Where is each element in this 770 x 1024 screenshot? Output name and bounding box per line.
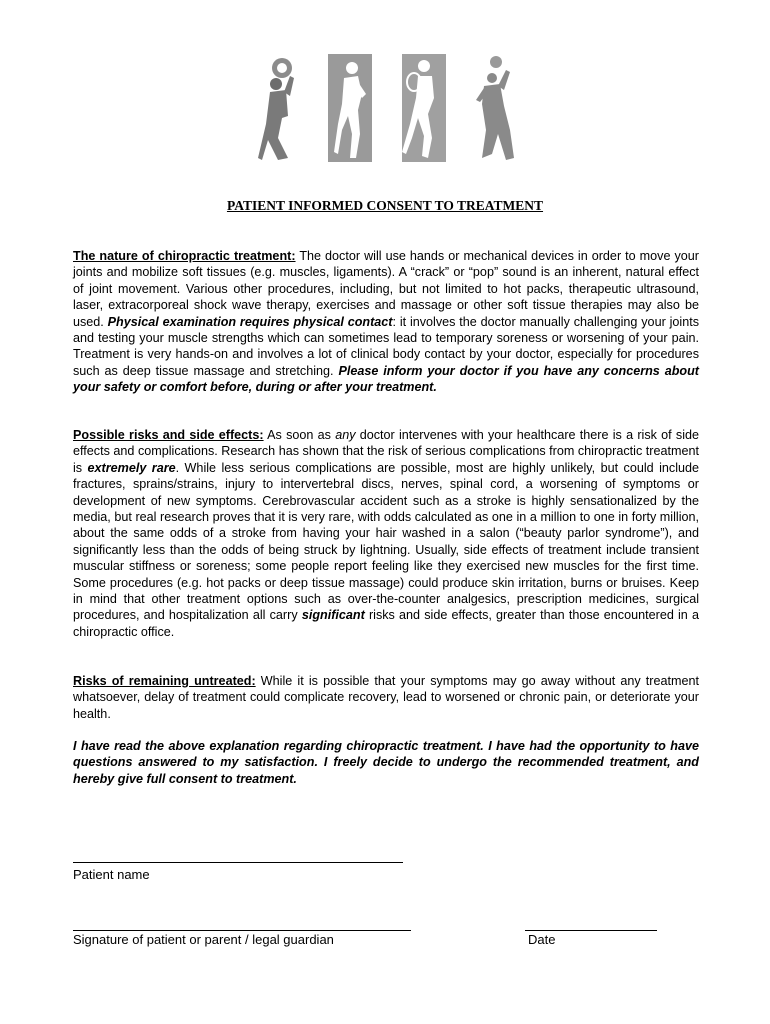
volleyball-player-icon [476, 54, 520, 162]
risks-italic-any: any [335, 428, 356, 442]
page-title: PATIENT INFORMED CONSENT TO TREATMENT [226, 198, 544, 213]
risks-text-3: . While less serious complications are possible, most are highly unlikely, but could include fractures, sprains/strains, injury to intervertebral discs, nerves, spinal cord, a worsening of symptoms or development of new symptoms. Cerebrovascular accident such as a stroke is highly sensationalized by the media, but real research proves that it is very rare, with odds calculated as one in a million to one in forty million, about the same odds of a stroke from having your hair washed in a salon (“beauty parlor syndrome”), and significantly less than the odds of being struck by lightning. Usually, side effects of treatment include transient muscular stiffness or soreness; some people report feeling like they exercised new muscles for the first time. Some procedures (e.g. hot packs or deep tissue massage) could produce skin irritation, burns or bruises. Keep in mind that other treatment options such as over-the-counter analgesics, prescription medicines, surgical procedures, and hospitalization all carry [73, 460, 700, 623]
date-label: Date [528, 932, 556, 947]
weightlifter-icon [258, 54, 302, 162]
signature-line[interactable] [73, 930, 411, 931]
risks-text-2: doctor intervenes with your healthcare there is a risk of side effects and complications. Research has shown that the risk of serious complications from chiropractic treatment is [73, 428, 700, 475]
nature-emphasis-1: Physical examination requires physical contact [107, 314, 393, 329]
nature-emphasis-2: Please inform your doctor if you have any concerns about your safety or comfort before, during or after your treatment. [73, 363, 699, 395]
consent-statement: I have read the above explanation regarding chiropractic treatment. I have had the opportunity to have questions answered to my satisfaction. I freely decide to undergo the recommended treatment, and hereby give full consent to treatment. [73, 739, 699, 786]
patient-name-label: Patient name [73, 867, 150, 882]
nature-text-1: The doctor will use hands or mechanical devices in order to move your joints and mobilize soft tissues (e.g. muscles, ligaments). A “crack” or “pop” sound is an inherent, natural effect of joint movement. Various other procedures, including, but not limited to hot packs, therapeutic ultrasound, laser, extracorporeal shock wave therapy, exercises and massage or other soft tissue therapies may also be used. [73, 249, 699, 329]
nature-paragraph [73, 248, 699, 396]
untreated-text: While it is possible that your symptoms may go away without any treatment whatsoever, delay of treatment could complicate recovery, lead to worsened or chronic pain, or deteriorate your health. [73, 674, 699, 721]
nature-text-2: : it involves the doctor manually challenging your joints and testing your muscle strengths which can sometimes lead to temporary soreness or worsening of your pain. Treatment is very hands-on and involves a lot of clinical body contact by your doctor, especially for procedures such as deep tissue massage and stretching. [73, 314, 699, 378]
date-line[interactable] [525, 930, 657, 931]
patient-name-line[interactable] [73, 862, 403, 863]
risks-emphasis-rare: extremely rare [87, 460, 176, 475]
untreated-paragraph [73, 673, 699, 722]
risks-heading: Possible risks and side effects: [73, 428, 264, 442]
risks-text-1: As soon as [263, 428, 336, 442]
risks-text-4: risks and side effects, greater than those encountered in a chiropractic office. [73, 608, 699, 639]
risks-emphasis-significant: significant [301, 608, 365, 623]
risks-paragraph [73, 427, 699, 640]
header-logo [250, 54, 520, 164]
signature-label: Signature of patient or parent / legal guardian [73, 932, 334, 947]
tennis-player-icon [402, 54, 446, 162]
untreated-heading: Risks of remaining untreated: [73, 674, 256, 688]
nature-heading: The nature of chiropractic treatment: [73, 249, 296, 263]
runner-icon [328, 54, 372, 162]
